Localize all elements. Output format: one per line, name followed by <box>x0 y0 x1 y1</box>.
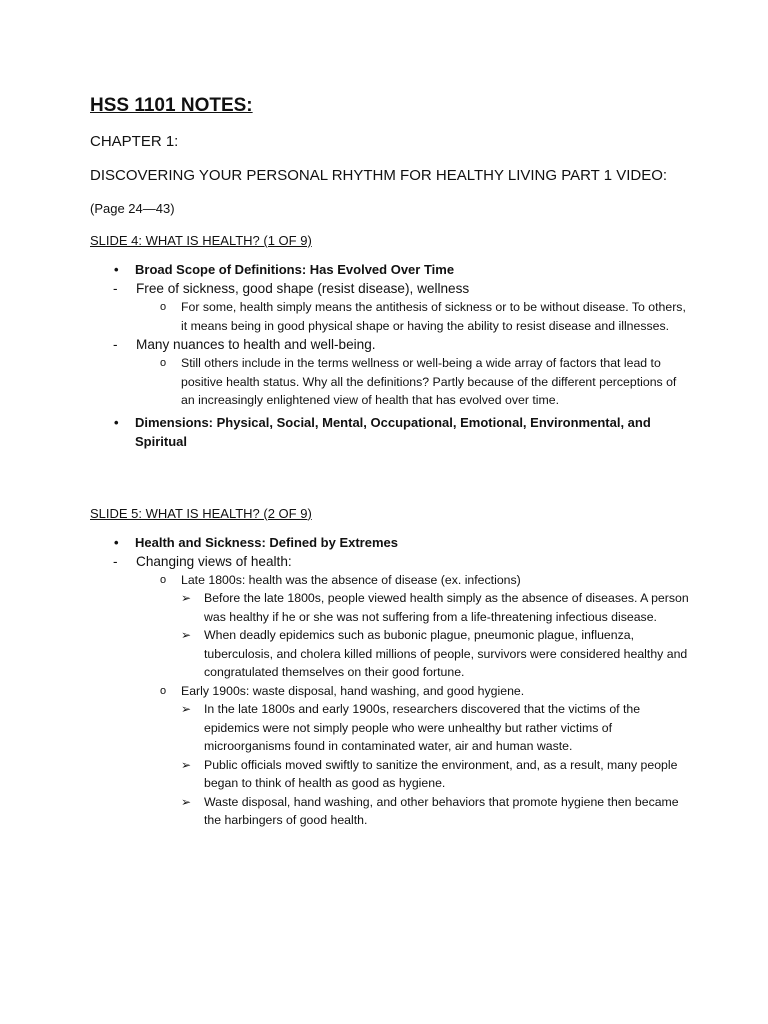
bullet-marker: • <box>114 534 119 550</box>
arrow-marker-icon: ➢ <box>181 702 192 716</box>
list-item <box>136 298 690 335</box>
circle-marker: o <box>160 684 167 697</box>
circle-marker: o <box>160 357 167 369</box>
dash-text: Many nuances to health and well-being. <box>136 337 376 352</box>
arrow-text: When deadly epidemics such as bubonic plague, pneumonic plague, influenza, tuberculosis, and cholera killed millions of people, survivors were considered healthy and congratulated themselves on their good fortune. <box>204 628 688 679</box>
bullet-marker: • <box>114 414 119 430</box>
sub-list <box>136 354 690 410</box>
document-body <box>90 92 690 830</box>
circle-text: Early 1900s: waste disposal, hand washing, and good hygiene. <box>181 683 525 698</box>
list-item <box>181 793 690 830</box>
list-item <box>90 533 690 830</box>
arrow-text: Before the late 1800s, people viewed health simply as the absence of diseases. A person was healthy if he or she was not suffering from a life-threatening infectious disease. <box>204 591 689 624</box>
list-item <box>113 335 690 410</box>
bullet-label: Broad Scope of Definitions: Has Evolved Over Time <box>135 262 455 277</box>
bullet-label: Dimensions: Physical, Social, Mental, Occupational, Emotional, Environmental, and Spiritual <box>135 414 651 449</box>
slide-4-heading: SLIDE 4: WHAT IS HEALTH? (1 OF 9) <box>90 233 312 248</box>
sub-list <box>113 552 690 830</box>
sub-list <box>136 571 690 830</box>
list-item <box>181 756 690 793</box>
arrow-marker-icon: ➢ <box>181 628 192 642</box>
sub-list <box>181 700 690 830</box>
dash-text: Changing views of health: <box>136 553 292 569</box>
bullet-label: Health and Sickness: Defined by Extremes <box>135 534 398 550</box>
dash-marker: - <box>113 553 118 569</box>
circle-text: Late 1800s: health was the absence of disease (ex. infections) <box>181 572 521 587</box>
arrow-text: Public officials moved swiftly to sanitize the environment, and, as a result, many people began to think of health as good as hygiene. <box>204 757 678 790</box>
page-range: (Page 24—43) <box>90 201 175 216</box>
document-title: HSS 1101 NOTES: <box>90 95 253 116</box>
list-item <box>90 413 690 451</box>
list-item <box>136 571 690 682</box>
arrow-marker-icon: ➢ <box>181 757 192 772</box>
bullet-marker: • <box>114 262 119 277</box>
dash-text: Free of sickness, good shape (resist disease), wellness <box>136 281 470 296</box>
chapter-heading: CHAPTER 1: <box>90 133 179 150</box>
sub-list <box>136 298 690 335</box>
list-item <box>136 682 690 830</box>
arrow-marker-icon: ➢ <box>181 591 192 605</box>
circle-text: For some, health simply means the antithesis of sickness or to be without disease. To others, it means being in good physical shape or having the ability to resist disease and illnesses. <box>181 300 686 333</box>
circle-text: Still others include in the terms wellness or well-being a wide array of factors that lead to positive health status. Why all the definitions? Partly because of the different perceptions of an increasingly enlightened view of health that has evolved over time. <box>181 356 677 407</box>
arrow-marker-icon: ➢ <box>181 794 192 809</box>
list-item <box>181 626 690 682</box>
sub-list <box>113 279 690 410</box>
slide-5-list <box>90 533 690 830</box>
circle-marker: o <box>160 301 167 313</box>
arrow-text: Waste disposal, hand washing, and other behaviors that promote hygiene then became the harbingers of good health. <box>204 794 679 827</box>
arrow-text: In the late 1800s and early 1900s, researchers discovered that the victims of the epidemics were not simply people who were unhealthy but rather victims of microorganisms found in contaminated water, air and human waste. <box>204 702 641 753</box>
list-item <box>113 552 690 830</box>
list-item <box>136 354 690 410</box>
list-item <box>113 279 690 335</box>
dash-marker: - <box>113 281 118 296</box>
circle-marker: o <box>160 573 167 586</box>
dash-marker: - <box>113 337 118 352</box>
sub-list <box>181 589 690 682</box>
list-item <box>181 589 690 626</box>
slide-4-list <box>90 260 690 451</box>
video-heading: DISCOVERING YOUR PERSONAL RHYTHM FOR HEALTHY LIVING PART 1 VIDEO: <box>90 167 668 184</box>
slide-5-heading: SLIDE 5: WHAT IS HEALTH? (2 OF 9) <box>90 505 312 521</box>
list-item <box>90 260 690 410</box>
list-item <box>181 700 690 756</box>
